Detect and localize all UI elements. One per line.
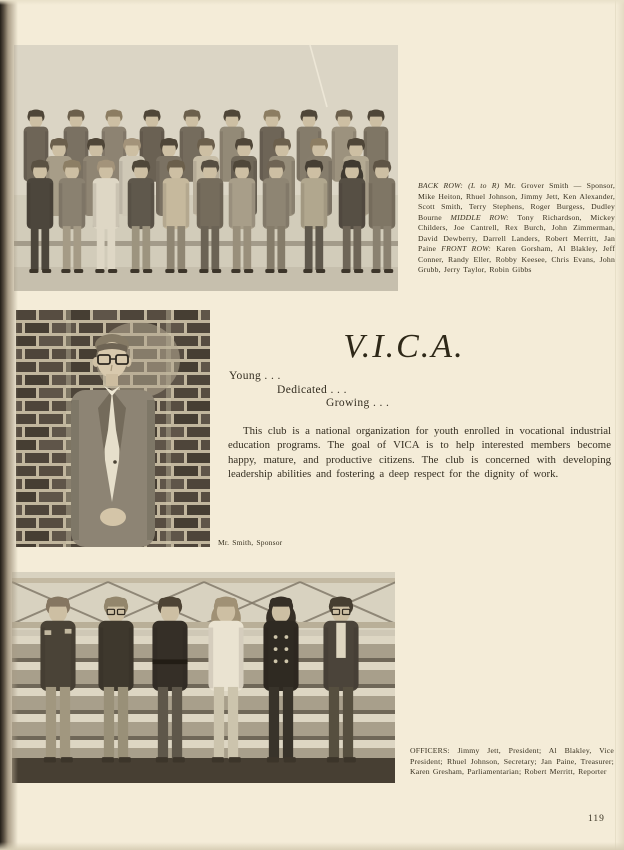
club-description: This club is a national organization for youth enrolled in vocational industrial education programs. The goal of VICA is to help interested members become happy, mature, and productive citizens. The club is concerned with developing leadership abilities and fostering a deep respect for the dignity of work. <box>228 425 611 481</box>
page-edge-right <box>615 0 624 850</box>
caption-segment: Karen Gorsham, Al Blakley, Jeff Conner, Randy Eller, Robby Keesee, Chris Evans, John Grubb, Jerry Taylor, Robin Gibbs <box>418 244 616 275</box>
officers-photo <box>12 572 395 783</box>
caption-segment: BACK ROW: (L to R) <box>418 181 505 190</box>
sponsor-portrait-photo <box>16 310 210 547</box>
taglines <box>229 370 389 411</box>
club-group-photo-illustration <box>14 45 398 291</box>
tagline-dedicated: Dedicated . . . <box>277 383 347 396</box>
page-edge-shadow-top <box>0 0 624 5</box>
club-group-photo <box>14 45 398 291</box>
officers-photo-caption: OFFICERS: Jimmy Jett, President; Al Blakley, Vice President; Rhuel Johnson, Secretary; Jan Paine, Treasurer; Karen Gresham, Parliamentarian; Robert Merritt, Reporter <box>410 746 614 777</box>
sponsor-portrait-illustration <box>16 310 210 547</box>
officers-photo-illustration <box>12 572 395 783</box>
caption-segment: FRONT ROW: <box>441 244 492 254</box>
page-title: V.I.C.A. <box>343 328 465 365</box>
page-number: 119 <box>588 814 605 824</box>
group-photo-caption <box>418 181 615 276</box>
tagline-growing: Growing . . . <box>326 397 390 409</box>
sponsor-photo-caption: Mr. Smith, Sponsor <box>218 538 283 547</box>
tagline-young: Young . . . <box>229 370 281 382</box>
page-edge-shadow-left <box>0 0 18 850</box>
caption-segment: Mr. Grover Smith — Sponsor, Mike Heiton, Rhuel Johnson, Jimmy Jett, Ken Alexander, Scott Smith, Terry Stephens, Roger Burgess, Dudley Bourne <box>418 181 616 222</box>
caption-segment: MIDDLE ROW: <box>450 212 509 222</box>
caption-segment: Tony Richardson, Mickey Childers, Joe Cantrell, Rex Burch, John Zimmerman, David Dewberry, Darrell Landers, Robert Merritt, Jan Paine <box>418 212 616 254</box>
page-edge-shadow-bottom <box>0 842 624 850</box>
